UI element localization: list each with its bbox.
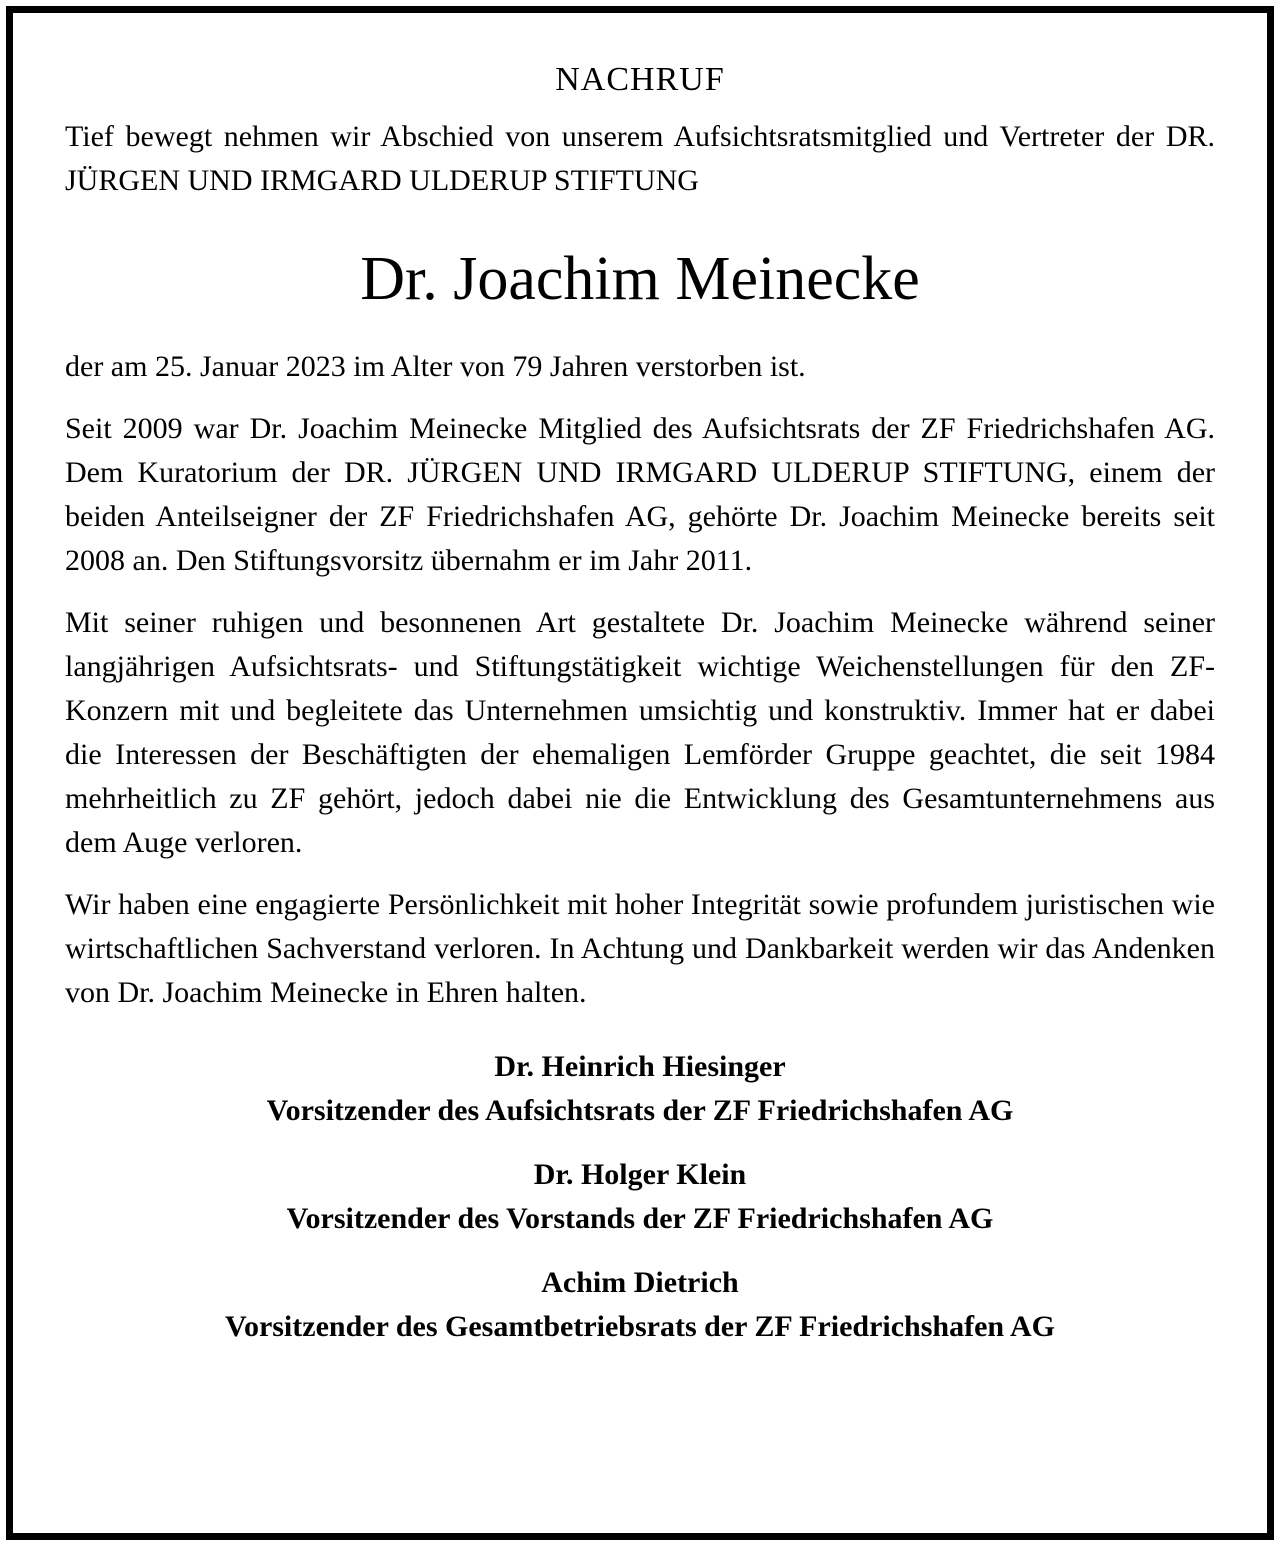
death-line: der am 25. Januar 2023 im Alter von 79 Jahren verstorben ist.: [65, 350, 806, 383]
notice-heading: NACHRUF: [555, 61, 725, 98]
signatory: [65, 1045, 1215, 1133]
notice-content: [65, 57, 1215, 1369]
body-paragraph: Seit 2009 war Dr. Joachim Meinecke Mitglied des Aufsichtsrats der ZF Friedrichshafen AG. Dem Kuratorium der DR. JÜRGEN UND IRMGARD ULDERUP STIFTUNG, einem der beiden Anteilseigner der ZF Friedrichshafen AG, gehörte Dr. Joachim Meinecke bereits seit 2008 an. Den Stiftungsvorsitz übernahm er im Jahr 2011.: [65, 412, 1215, 577]
intro-paragraph: Tief bewegt nehmen wir Abschied von unserem Aufsichtsratsmitglied und Vertreter der DR. JÜRGEN UND IRMGARD ULDERUP STIFTUNG: [65, 120, 1215, 197]
deceased-name: Dr. Joachim Meinecke: [360, 245, 920, 313]
signatory-name: Dr. Holger Klein: [533, 1158, 747, 1191]
signatory: [65, 1261, 1215, 1349]
signatory-role: Vorsitzender des Aufsichtsrats der ZF Friedrichshafen AG: [266, 1094, 1014, 1127]
body-paragraph: Wir haben eine engagierte Persönlichkeit mit hoher Integrität sowie profundem juristischen wie wirtschaftlichen Sachverstand verloren. In Achtung und Dankbarkeit werden wir das Andenken von Dr. Joachim Meinecke in Ehren halten.: [65, 888, 1215, 1009]
signatory: [65, 1153, 1215, 1241]
signature-block: [65, 1045, 1215, 1349]
signatory-name: Achim Dietrich: [541, 1266, 739, 1299]
signatory-name: Dr. Heinrich Hiesinger: [494, 1050, 786, 1083]
body-paragraph: Mit seiner ruhigen und besonnenen Art gestaltete Dr. Joachim Meinecke während seiner langjährigen Aufsichtsrats- und Stiftungstätigkeit wichtige Weichenstellungen für den ZF-Konzern mit und begleitete das Unternehmen umsichtig und konstruktiv. Immer hat er dabei die Interessen der Beschäftigten der ehemaligen Lemförder Gruppe geachtet, die seit 1984 mehrheitlich zu ZF gehört, jedoch dabei nie die Entwicklung des Gesamtunternehmens aus dem Auge verloren.: [65, 606, 1215, 859]
signatory-role: Vorsitzender des Gesamtbetriebsrats der ZF Friedrichshafen AG: [225, 1310, 1055, 1343]
signatory-role: Vorsitzender des Vorstands der ZF Friedrichshafen AG: [286, 1202, 994, 1235]
notice-frame: [6, 6, 1274, 1540]
